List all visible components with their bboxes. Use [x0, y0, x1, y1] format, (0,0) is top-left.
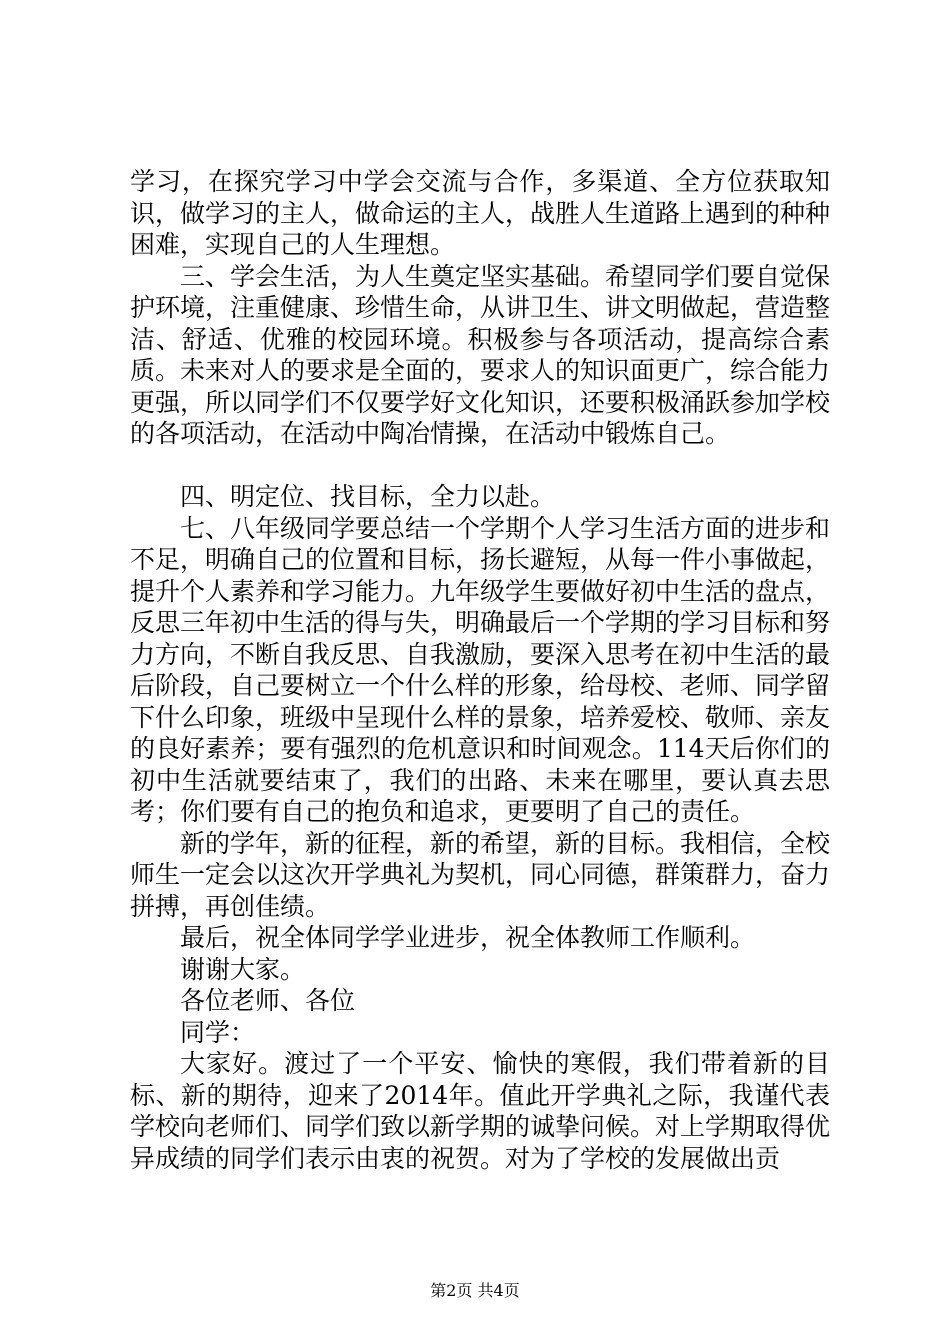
paragraph-spacer — [130, 450, 830, 482]
paragraph-grade-students: 七、八年级同学要总结一个学期个人学习生活方面的进步和不足，明确自己的位置和目标，扬长避短，从每一件小事做起，提升个人素养和学习能力。九年级学生要做好初中生活的盘点，反思三年初中生活的得与失，明确最后一个学期的学习目标和努力方向，不断自我反思、自我激励，要深入思考在初中生活的最后阶段，自己要树立一个什么样的形象，给母校、老师、同学留下什么印象，班级中呈现什么样的景象，培养爱校、敬师、亲友的良好素养；要有强烈的危机意识和时间观念。114天后你们的初中生活就要结束了，我们的出路、未来在哪里，要认真去思考；你们要有自己的抱负和追求，更要明了自己的责任。 — [130, 513, 831, 826]
paragraph-greeting: 大家好。渡过了一个平安、愉快的寒假，我们带着新的目标、新的期待，迎来了2014年。值此开学典礼之际，我谨代表学校向老师们、同学们致以新学期的诚挚问候。对上学期取得优异成绩的同学们表示由衷的祝贺。对为了学校的发展做出贡 — [130, 1049, 831, 1173]
paragraph-closing-wishes: 最后，祝全体同学学业进步，祝全体教师工作顺利。 — [180, 923, 756, 952]
paragraph-section-four-heading: 四、明定位、找目标，全力以赴。 — [180, 482, 556, 511]
paragraph-continuation: 学习，在探究学习中学会交流与合作，多渠道、全方位获取知识，做学习的主人，做命运的主人，战胜人生道路上遇到的种种困难，实现自己的人生理想。 — [130, 167, 831, 259]
paragraph-learn-to-live: 三、学会生活，为人生奠定坚实基础。希望同学们要自觉保护环境，注重健康、珍惜生命，从讲卫生、讲文明做起，营造整洁、舒适、优雅的校园环境。积极参与各项活动，提高综合素质。未来对人的要求是全面的，要求人的知识面更广，综合能力更强，所以同学们不仅要学好文化知识，还要积极涌跃参加学校的各项活动，在活动中陶冶情操，在活动中锻炼自己。 — [130, 261, 831, 448]
paragraph-thanks: 谢谢大家。 — [180, 954, 306, 984]
paragraph-new-year: 新的学年，新的征程，新的希望，新的目标。我相信，全校师生一定会以这次开学典礼为契机，同心同德，群策群力，奋力拼搏，再创佳绩。 — [130, 828, 831, 921]
page-number-footer: 第2页 共4页 — [430, 1281, 520, 1300]
document-body — [130, 166, 830, 1174]
paragraph-salutation-teachers: 各位老师、各位 — [180, 986, 356, 1015]
paragraph-salutation-students: 同学： — [180, 1017, 256, 1047]
